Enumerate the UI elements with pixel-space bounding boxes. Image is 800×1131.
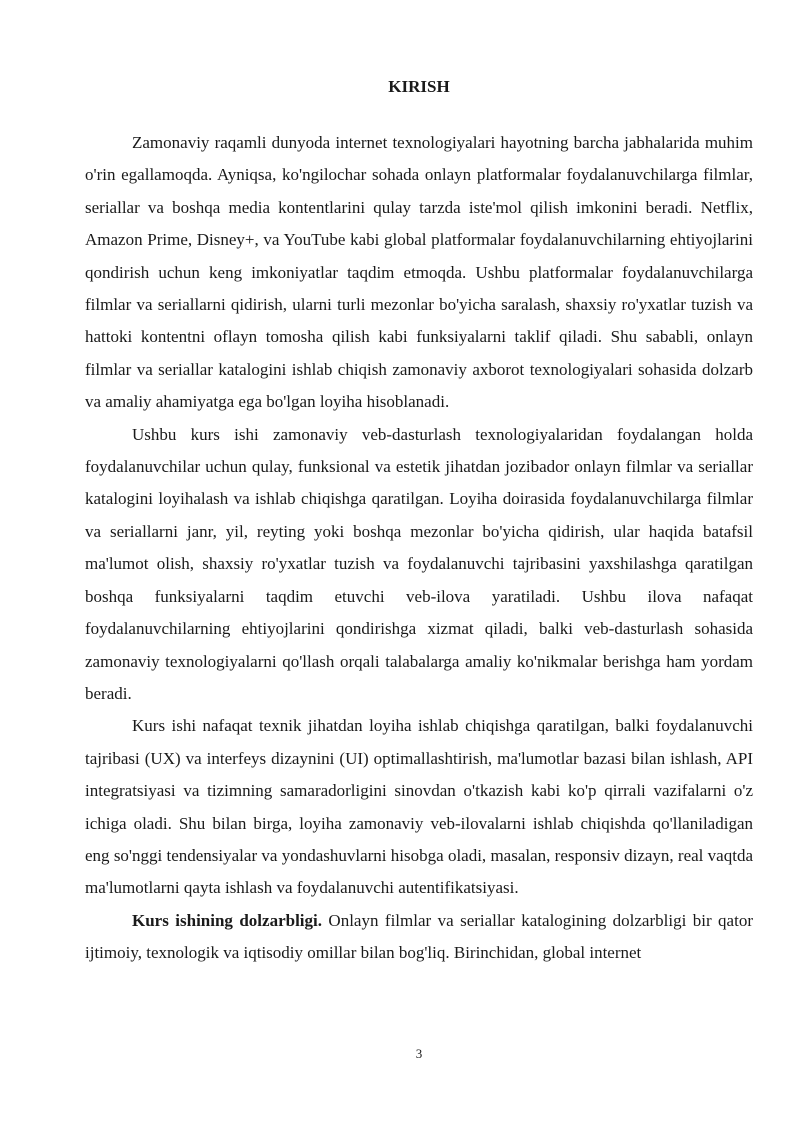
page-title: KIRISH (388, 77, 450, 96)
paragraph-2-text: Ushbu kurs ishi zamonaviy veb-dasturlash texnologiyalaridan foydalangan holda foydalanuvchilar uchun qulay, funksional va estetik jihatdan jozibador onlayn filmlar va seriallar katalogini loyihalash va ishlab chiqishga qaratilgan. Loyiha doirasida foydalanuvchilarga filmlar va seriallarni janr, yil, reyting yoki boshqa mezonlar bo'yicha qidirish, ular haqida batafsil ma'lumot olish, shaxsiy ro'yxatlar tuzish va foydalanuvchi tajribasini yaxshilashga qaratilgan boshqa funksiyalarni taqdim etuvchi veb-ilova yaratiladi. Ushbu ilova nafaqat foydalanuvchilarning ehtiyojlarini qondirishga xizmat qiladi, balki veb-dasturlash sohasida zamonaviy texnologiyalarni qo'llash orqali talabalarga amaliy ko'nikmalar berishga ham yordam beradi. (85, 424, 753, 703)
paragraph-4-text: Onlayn filmlar va seriallar katalogining dolzarbligi bir qator ijtimoiy, texnologik va iqtisodiy omillar bilan bog'liq. Birinchidan, global internet (85, 910, 753, 963)
paragraph-4 (85, 905, 753, 970)
paragraph-1 (85, 127, 753, 419)
paragraph-2 (85, 419, 753, 711)
paragraph-3-text: Kurs ishi nafaqat texnik jihatdan loyiha ishlab chiqishga qaratilgan, balki foydalanuvchi tajribasi (UX) va interfeys dizaynini (UI) optimallashtirish, ma'lumotlar bazasi bilan ishlash, API integratsiyasi va tizimning samaradorligini sinovdan o'tkazish kabi ko'p qirrali vazifalarni o'z ichiga oladi. Shu bilan birga, loyiha zamonaviy veb-ilovalarni ishlab chiqishda qo'llaniladigan eng so'nggi tendensiyalar va yondashuvlarni hisobga oladi, masalan, responsiv dizayn, real vaqtda ma'lumotlarni qayta ishlash va foydalanuvchi autentifikatsiyasi. (85, 716, 753, 898)
body-text (85, 127, 753, 970)
page-number: 3 (415, 1046, 423, 1061)
paragraph-3 (85, 710, 753, 904)
document-page (85, 0, 753, 1131)
paragraph-4-lead: Kurs ishining dolzarbligi. (132, 910, 322, 930)
paragraph-1-text: Zamonaviy raqamli dunyoda internet texnologiyalari hayotning barcha jabhalarida muhim o'rin egallamoqda. Ayniqsa, ko'ngilochar sohada onlayn platformalar foydalanuvchilarga filmlar, seriallar va boshqa media kontentlarini qulay tarzda iste'mol qilish imkonini beradi. Netflix, Amazon Prime, Disney+, va YouTube kabi global platformalar foydalanuvchilarning ehtiyojlarini qondirish uchun keng imkoniyatlar taqdim etmoqda. Ushbu platformalar foydalanuvchilarga filmlar va seriallarni qidirish, ularni turli mezonlar bo'yicha saralash, shaxsiy ro'yxatlar tuzish va hattoki kontentni oflayn tomosha qilish kabi funksiyalarni taklif qiladi. Shu sababli, onlayn filmlar va seriallar katalogini ishlab chiqish zamonaviy axborot texnologiyalari sohasida dolzarb va amaliy ahamiyatga ega bo'lgan loyiha hisoblanadi. (85, 133, 753, 412)
